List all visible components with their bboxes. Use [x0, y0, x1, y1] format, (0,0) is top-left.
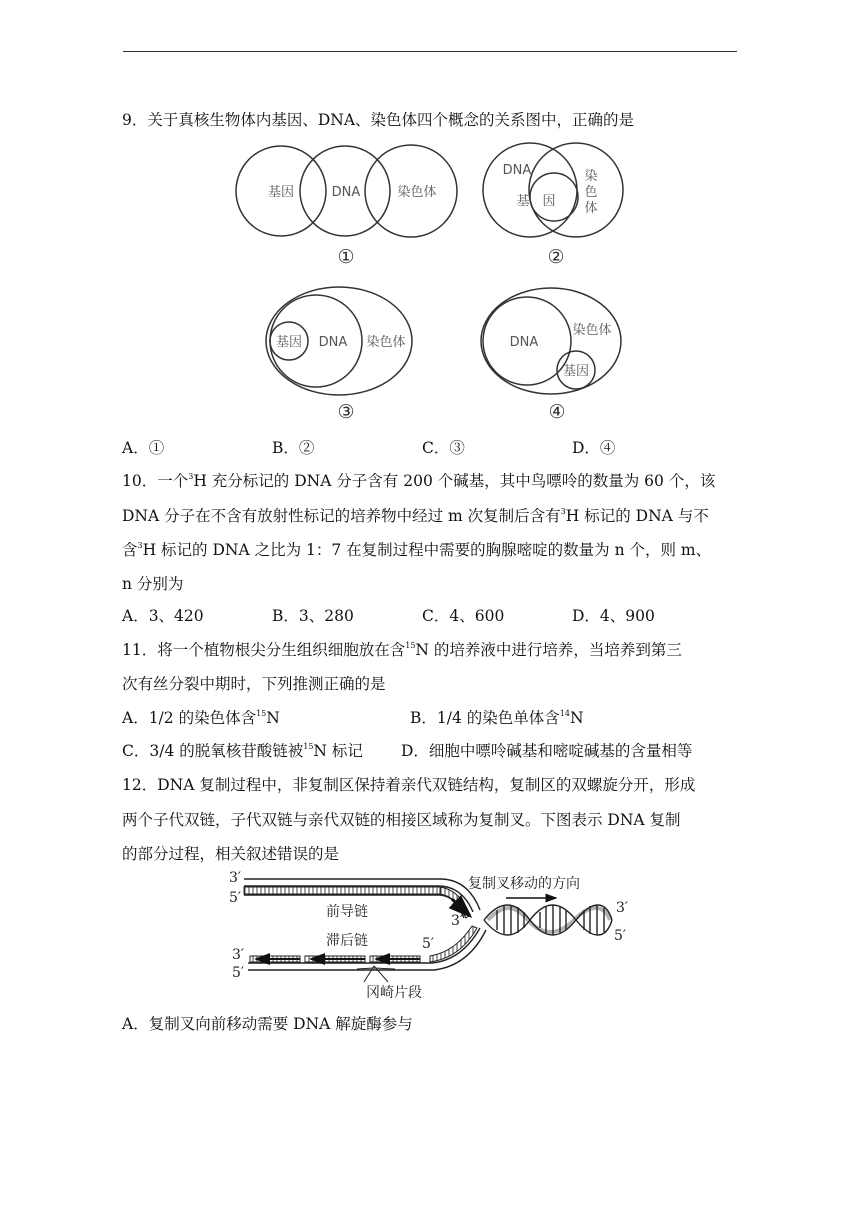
q9-figures: [0, 0, 860, 430]
venn-figure-3: [266, 287, 412, 423]
q9-option-a: A．①: [122, 439, 165, 457]
venn-figure-1: [236, 145, 457, 268]
dna-replication-figure: [0, 860, 860, 1010]
q11-line-1: 11．将一个植物根尖分生组织细胞放在含$^{15}$N 的培养液中进行培养，当培养到第三: [122, 641, 682, 659]
q10-line-1: 10．一个$^3$H 充分标记的 DNA 分子含有 200 个碱基，其中鸟嘌呤的数量为 60 个，该: [122, 472, 716, 490]
label-right-3prime: 3′: [616, 900, 629, 916]
label-bottom-5prime: 5′: [232, 965, 245, 981]
q9-option-c: C．③: [422, 439, 465, 457]
label-gene-2: 因: [542, 194, 556, 209]
q11-option-a: A．1/2 的染色体含$^{15}$N: [122, 709, 280, 727]
label-dna: DNA: [502, 163, 532, 178]
label-gene-1: 基: [516, 194, 530, 209]
figure-number-4: ④: [548, 401, 566, 423]
q11-line-2: 次有丝分裂中期时，下列推测正确的是: [122, 675, 386, 693]
label-gene: 基因: [267, 185, 295, 200]
q12-option-a: A．复制叉向前移动需要 DNA 解旋酶参与: [122, 1015, 413, 1033]
q11-option-b: B．1/4 的染色单体含$^{14}$N: [410, 709, 584, 727]
label-chromosome-2: 色: [584, 185, 598, 200]
q10-line-4: n 分别为: [122, 575, 184, 593]
label-fork-direction: 复制叉移动的方向: [468, 876, 580, 892]
label-gene: 基因: [275, 335, 303, 350]
q11-option-d: D．细胞中嘌呤碱基和嘧啶碱基的含量相等: [401, 742, 693, 760]
label-dna: DNA: [509, 335, 539, 350]
q10-line-3: 含$^3$H 标记的 DNA 之比为 1：7 在复制过程中需要的胸腺嘧啶的数量为 n 个，则 m、: [122, 541, 712, 559]
label-chromosome: 染色体: [366, 335, 406, 350]
q10-line-2: DNA 分子在不含有放射性标记的培养物中经过 m 次复制后含有$^3$H 标记的 DNA 与不: [122, 507, 709, 525]
figure-number-3: ③: [337, 401, 355, 423]
label-lagging-strand: 滞后链: [326, 933, 368, 949]
figure-number-1: ①: [337, 246, 355, 268]
leading-strand: [244, 887, 440, 894]
label-chromosome-1: 染: [584, 169, 598, 184]
label-right-5prime: 5′: [614, 928, 627, 944]
venn-figure-4: [481, 288, 621, 423]
q9-option-b: B．②: [272, 439, 315, 457]
q9-stem: 9．关于真核生物体内基因、DNA、染色体四个概念的关系图中，正确的是: [122, 111, 635, 129]
label-dna: DNA: [318, 335, 348, 350]
label-chromosome: 染色体: [397, 185, 437, 200]
label-chromosome-3: 体: [584, 201, 598, 216]
label-okazaki-fragments: 冈崎片段: [366, 985, 422, 1001]
q10-option-a: A．3、420: [122, 607, 204, 625]
q9-option-d: D．④: [572, 439, 616, 457]
label-mid-5prime: 5′: [422, 936, 435, 952]
q12-line-2: 两个子代双链，子代双链与亲代双链的相接区域称为复制叉。下图表示 DNA 复制: [122, 811, 681, 829]
label-dna: DNA: [331, 185, 361, 200]
label-mid-3prime: 3′: [451, 913, 464, 929]
label-top-3prime: 3′: [229, 870, 242, 886]
q10-option-d: D．4、900: [572, 607, 655, 625]
figure-number-2: ②: [547, 246, 565, 268]
q12-line-1: 12．DNA 复制过程中，非复制区保持着亲代双链结构，复制区的双螺旋分开，形成: [122, 776, 696, 794]
double-helix: [484, 905, 612, 935]
q10-option-c: C．4、600: [422, 607, 505, 625]
label-bottom-3prime: 3′: [232, 947, 245, 963]
q11-option-c: C．3/4 的脱氧核苷酸链被$^{15}$N 标记: [122, 742, 363, 760]
label-leading-strand: 前导链: [326, 904, 368, 920]
label-gene: 基因: [562, 364, 590, 379]
label-top-5prime: 5′: [229, 890, 242, 906]
label-chromosome: 染色体: [572, 323, 612, 338]
venn-figure-2: [483, 143, 623, 268]
q12-line-3: 的部分过程，相关叙述错误的是: [122, 845, 340, 863]
q10-option-b: B．3、280: [272, 607, 354, 625]
